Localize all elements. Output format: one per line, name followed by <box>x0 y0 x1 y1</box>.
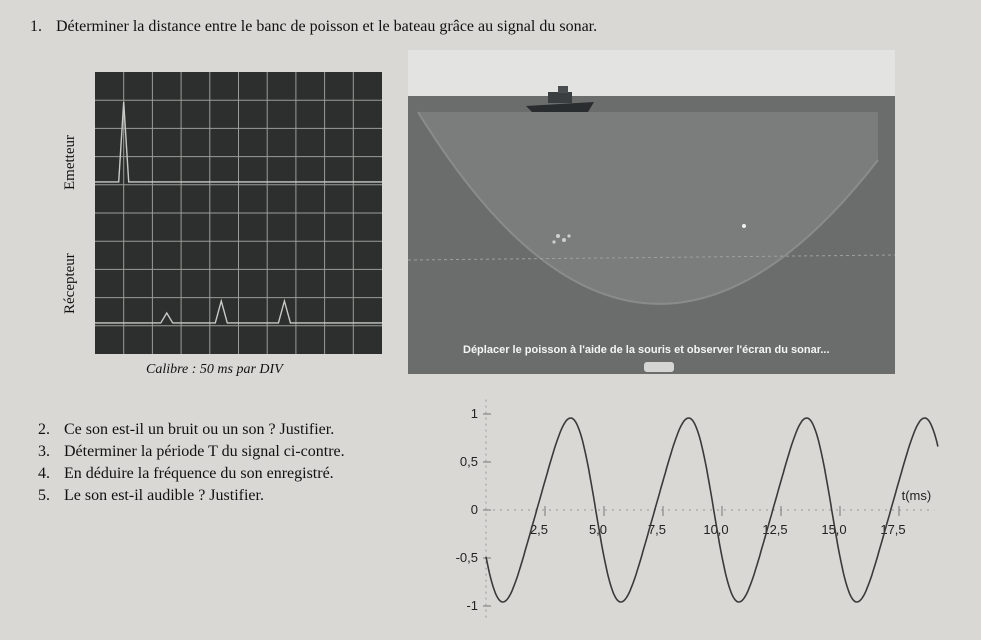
oscilloscope-svg <box>95 72 382 354</box>
calibre-label: Calibre : 50 ms par DIV <box>146 362 283 377</box>
question-text: Le son est-il audible ? Justifier. <box>64 487 264 504</box>
question-5 <box>38 485 345 507</box>
oscilloscope-screen <box>95 72 382 354</box>
question-1 <box>30 18 597 36</box>
question-4 <box>38 463 345 485</box>
question-text: En déduire la fréquence du son enregistré. <box>64 465 334 482</box>
question-text: Ce son est-il un bruit ou un son ? Justifier. <box>64 421 335 438</box>
x-tick-label: 5,0 <box>588 522 608 537</box>
question-text: Déterminer la distance entre le banc de poisson et le bateau grâce au signal du sonar. <box>56 18 598 35</box>
sky <box>408 50 895 96</box>
question-list <box>38 419 345 507</box>
mouse-cursor-icon <box>742 224 746 228</box>
x-axis-label: t(ms) <box>901 488 932 503</box>
question-number: 1. <box>30 18 42 35</box>
question-number: 3. <box>38 443 50 460</box>
x-tick-label: 2,5 <box>529 522 549 537</box>
sonar-scene <box>408 50 895 374</box>
signal-chart <box>448 392 968 632</box>
sonar-simulation[interactable] <box>408 50 895 374</box>
question-3 <box>38 441 345 463</box>
question-text: Déterminer la période T du signal ci-contre. <box>64 443 345 460</box>
y-tick-label: -1 <box>466 598 478 613</box>
emitter-label: Emetteur <box>62 135 78 190</box>
x-tick-label: 7,5 <box>647 522 667 537</box>
x-tick-label: 10,0 <box>703 522 729 537</box>
question-number: 5. <box>38 487 50 504</box>
question-2 <box>38 419 345 441</box>
y-tick-label: 1 <box>470 406 478 421</box>
question-number: 4. <box>38 465 50 482</box>
question-number: 2. <box>38 421 50 438</box>
scroll-handle[interactable] <box>644 362 674 372</box>
y-tick-label: 0,5 <box>459 454 478 469</box>
x-tick-label: 12,5 <box>762 522 788 537</box>
receiver-label: Récepteur <box>62 253 78 314</box>
y-tick-label: 0 <box>470 502 478 517</box>
x-tick-label: 17,5 <box>880 522 906 537</box>
x-tick-label: 15,0 <box>821 522 847 537</box>
y-tick-label: -0,5 <box>455 550 478 565</box>
sonar-caption: Déplacer le poisson à l'aide de la souris et observer l'écran du sonar... <box>463 344 830 356</box>
